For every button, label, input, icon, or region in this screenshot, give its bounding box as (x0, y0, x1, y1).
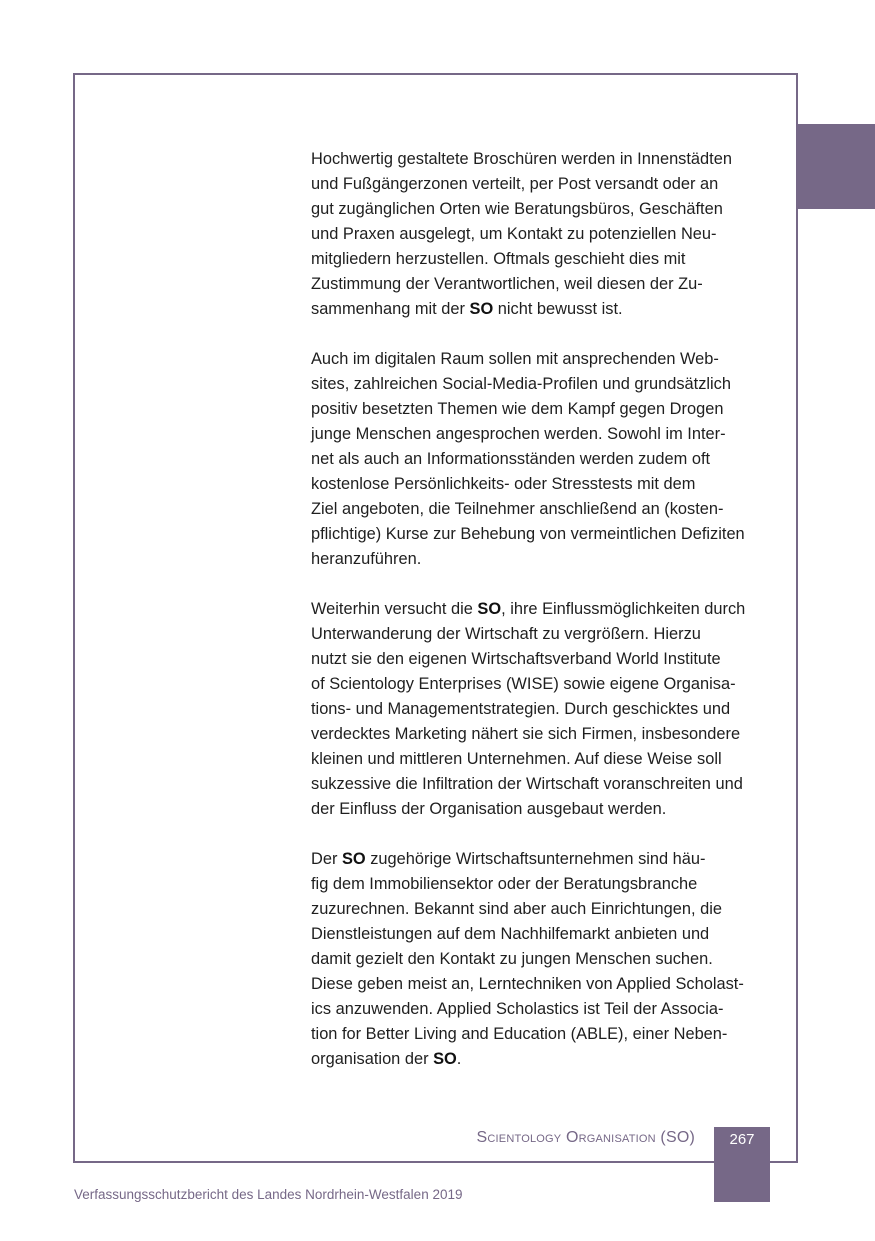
text-line: pflichtige) Kurse zur Behebung von vermeintlichen Defiziten (311, 525, 745, 543)
text-line: fig dem Immobiliensektor oder der Beratungsbranche (311, 875, 698, 893)
paragraph-2 (311, 347, 781, 572)
bold-abbreviation: SO (341, 850, 366, 868)
text-line: Auch im digitalen Raum sollen mit ansprechenden Web- (311, 350, 719, 368)
text-line: sites, zahlreichen Social-Media-Profilen und grundsätzlich (311, 375, 731, 393)
text-line: damit gezielt den Kontakt zu jungen Menschen suchen. (311, 950, 713, 968)
text-line: mitgliedern herzustellen. Oftmals geschieht dies mit (311, 250, 686, 268)
text-line: Weiterhin versucht die SO, ihre Einflussmöglichkeiten durch (311, 600, 746, 618)
chapter-tab (798, 124, 875, 209)
text-line: junge Menschen angesprochen werden. Sowohl im Inter- (311, 425, 726, 443)
bold-abbreviation: SO (477, 600, 502, 618)
text-line: Diese geben meist an, Lerntechniken von Applied Scholast- (311, 975, 744, 993)
text-line: zuzurechnen. Bekannt sind aber auch Einrichtungen, die (311, 900, 722, 918)
text-line: positiv besetzten Themen wie dem Kampf gegen Drogen (311, 400, 724, 418)
text-line: of Scientology Enterprises (WISE) sowie eigene Organisa- (311, 675, 736, 693)
text-line: tions- und Managementstrategien. Durch geschicktes und (311, 700, 731, 718)
text-line: und Fußgängerzonen verteilt, per Post versandt oder an (311, 175, 719, 193)
text-line: Ziel angeboten, die Teilnehmer anschließend an (kosten- (311, 500, 724, 518)
text-line: net als auch an Informationsständen werden zudem oft (311, 450, 711, 468)
text-line: kleinen und mittleren Unternehmen. Auf diese Weise soll (311, 750, 722, 768)
page-number: 267 (729, 1131, 755, 1148)
text-line: sammenhang mit der SO nicht bewusst ist. (311, 300, 623, 318)
text-line: tion for Better Living and Education (ABLE), einer Neben- (311, 1025, 728, 1043)
text-line: nutzt sie den eigenen Wirtschaftsverband World Institute (311, 650, 721, 668)
text-line: ics anzuwenden. Applied Scholastics ist Teil der Associa- (311, 1000, 724, 1018)
text-line: kostenlose Persönlichkeits- oder Stresstests mit dem (311, 475, 696, 493)
text-line: Unterwanderung der Wirtschaft zu vergrößern. Hierzu (311, 625, 701, 643)
text-line: verdecktes Marketing nähert sie sich Firmen, insbesondere (311, 725, 741, 743)
page-number-box (714, 1127, 770, 1202)
text-line: Dienstleistungen auf dem Nachhilfemarkt anbieten und (311, 925, 710, 943)
paragraph-3 (311, 597, 781, 822)
bold-abbreviation: SO (469, 300, 494, 318)
body-text (311, 147, 781, 1097)
paragraph-1 (311, 147, 781, 322)
text-line: gut zugänglichen Orten wie Beratungsbüros, Geschäften (311, 200, 723, 218)
paragraph-4 (311, 847, 781, 1072)
text-line: und Praxen ausgelegt, um Kontakt zu potenziellen Neu- (311, 225, 717, 243)
text-line: Zustimmung der Verantwortlichen, weil diesen der Zu- (311, 275, 703, 293)
text-line: organisation der SO. (311, 1050, 462, 1068)
text-line: Der SO zugehörige Wirtschaftsunternehmen sind häu- (311, 850, 706, 868)
running-section-title: Scientology Organisation (SO) (476, 1129, 695, 1146)
publication-footer: Verfassungsschutzbericht des Landes Nordrhein-Westfalen 2019 (74, 1187, 463, 1202)
text-line: der Einfluss der Organisation ausgebaut werden. (311, 800, 667, 818)
text-line: sukzessive die Infiltration der Wirtschaft voranschreiten und (311, 775, 743, 793)
bold-abbreviation: SO (433, 1050, 457, 1068)
text-line: Hochwertig gestaltete Broschüren werden in Innenstädten (311, 150, 732, 168)
text-line: heranzuführen. (311, 550, 422, 568)
